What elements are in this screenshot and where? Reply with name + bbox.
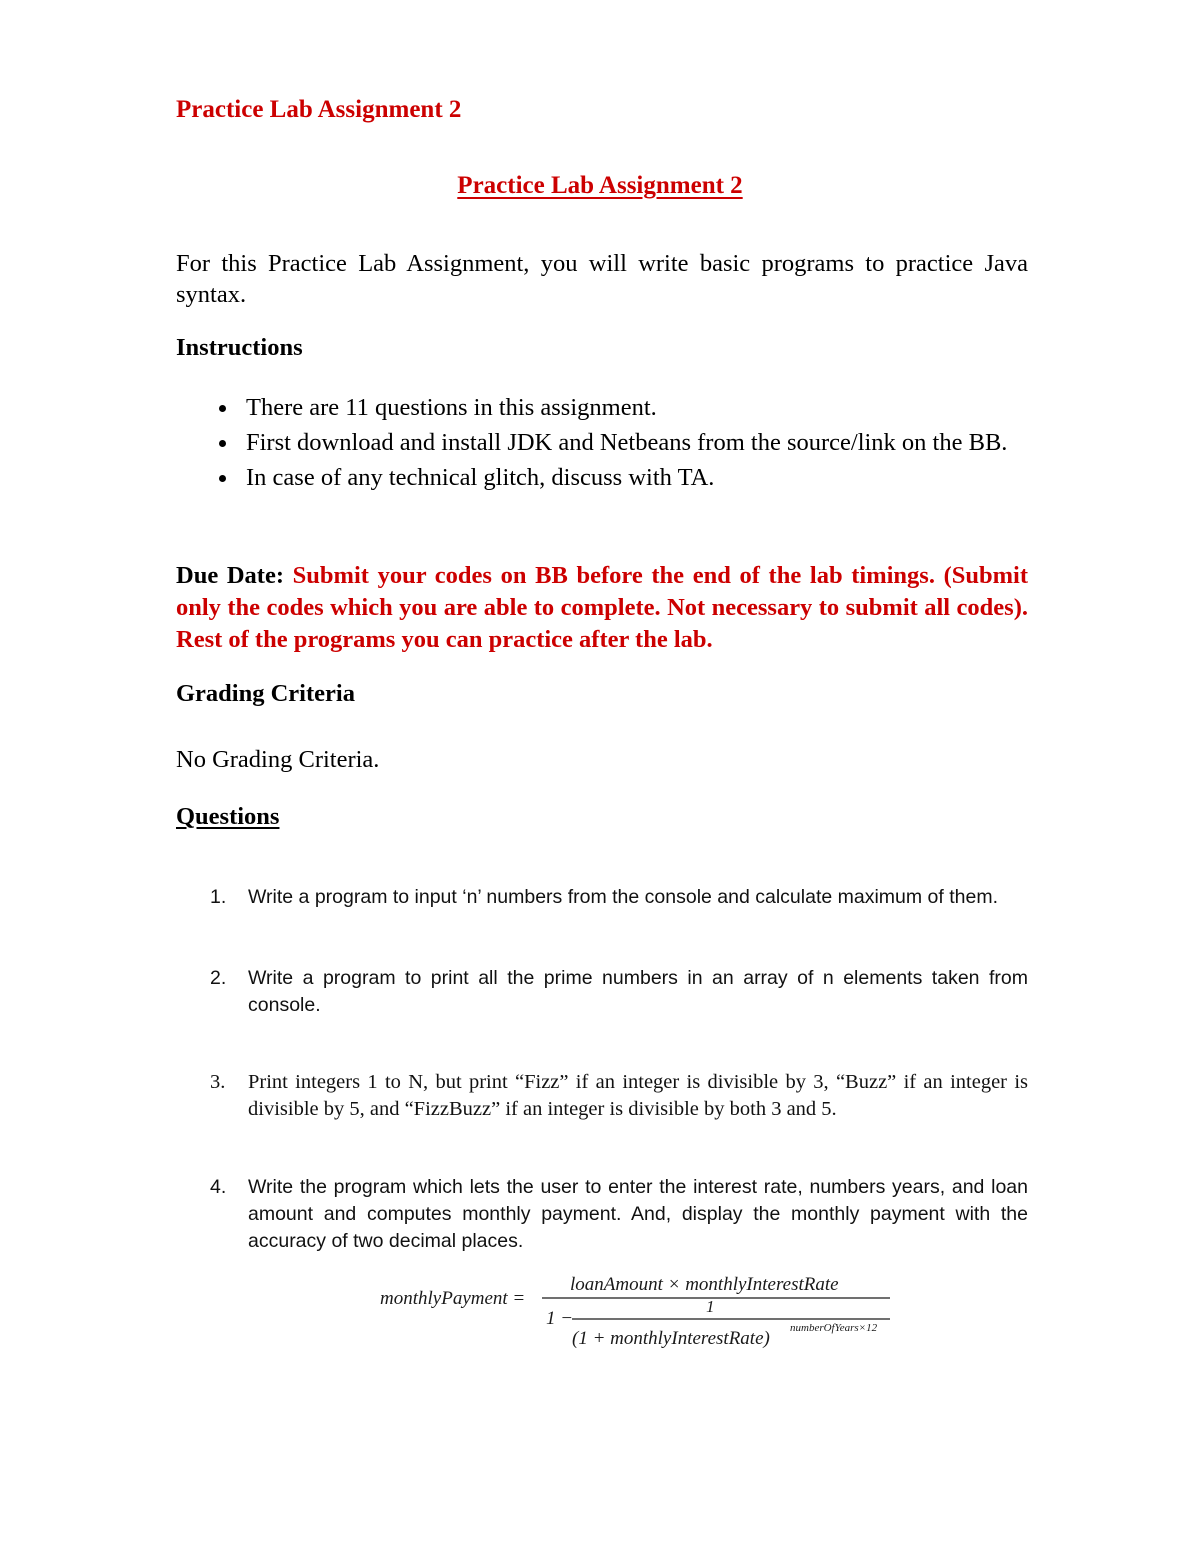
due-date-text: Submit your codes on BB before the end of the lab timings. (Submit only the codes which you are able to complete. Not necessary to submit all codes). Rest of the programs you can practice after the lab. (176, 562, 1029, 653)
question-number: 3. (210, 1071, 226, 1093)
question-item (176, 1174, 1028, 1255)
list-item (176, 427, 1028, 458)
formula-exponent: numberOfYears×12 (790, 1322, 878, 1334)
formula-lhs: monthlyPayment = (380, 1288, 526, 1309)
question-text: Print integers 1 to N, but print “Fizz” if an integer is divisible by 3, “Buzz” if an integer is divisible by 5, and “FizzBuzz” if an integer is divisible by both 3 and 5. (248, 1071, 1028, 1120)
bullet-icon (219, 475, 226, 482)
question-item (176, 965, 1028, 1019)
formula-numerator: loanAmount × monthlyInterestRate (570, 1274, 839, 1295)
intro-paragraph: For this Practice Lab Assignment, you will write basic programs to practice Java syntax. (176, 250, 1028, 308)
bullet-icon (219, 405, 226, 412)
question-number: 1. (210, 886, 227, 908)
header-title: Practice Lab Assignment 2 (176, 96, 462, 123)
document-title: Practice Lab Assignment 2 (457, 172, 743, 199)
instruction-text: First download and install JDK and Netbeans from the source/link on the BB. (246, 429, 1008, 456)
due-date-label: Due Date: (176, 562, 284, 589)
due-date-paragraph (176, 560, 1028, 656)
question-text: Write the program which lets the user to enter the interest rate, numbers years, and loan amount and computes monthly payment. And, display the monthly payment with the accuracy of two decimal places. (248, 1176, 1028, 1252)
question-text: Write a program to print all the prime numbers in an array of n elements taken from console. (248, 967, 1028, 1016)
instructions-list (176, 392, 1028, 497)
formula-inner-denominator: (1 + monthlyInterestRate) (572, 1328, 770, 1349)
question-text: Write a program to input ‘n’ numbers from the console and calculate maximum of them. (248, 886, 998, 908)
list-item (176, 392, 1028, 423)
list-item (176, 462, 1028, 493)
instruction-text: There are 11 questions in this assignment. (246, 394, 657, 421)
question-item (176, 1069, 1028, 1123)
grading-heading: Grading Criteria (176, 680, 355, 707)
question-item (176, 884, 1028, 911)
formula-one-minus: 1 − (546, 1308, 574, 1329)
instruction-text: In case of any technical glitch, discuss with TA. (246, 464, 715, 491)
grading-text: No Grading Criteria. (176, 746, 380, 773)
bullet-icon (219, 440, 226, 447)
instructions-heading: Instructions (176, 334, 303, 361)
monthly-payment-formula (376, 1262, 896, 1362)
question-number: 4. (210, 1176, 227, 1198)
questions-heading: Questions (176, 803, 280, 830)
question-number: 2. (210, 967, 227, 989)
formula-inner-numerator: 1 (706, 1297, 715, 1316)
